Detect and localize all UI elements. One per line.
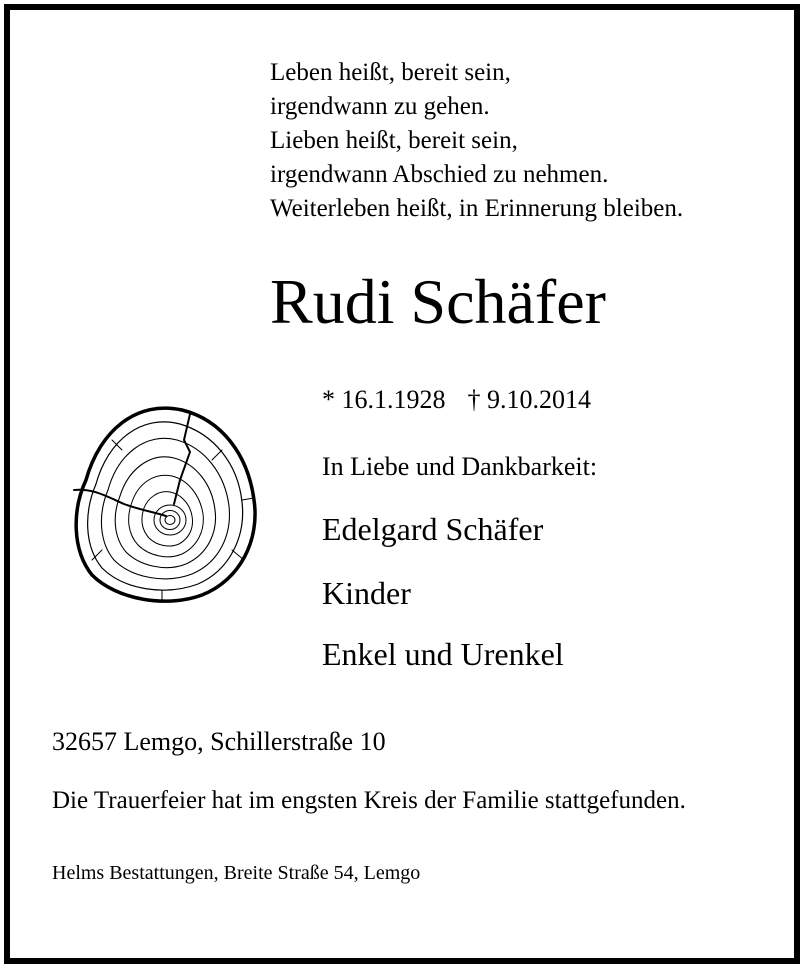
- mourners-intro: In Liebe und Dankbarkeit:: [322, 452, 598, 481]
- undertaker-info: Helms Bestattungen, Breite Straße 54, Lemgo: [52, 862, 421, 884]
- tree-rings-icon: [62, 400, 262, 605]
- poem-line: Weiterleben heißt, in Erinnerung bleiben.: [270, 195, 684, 222]
- deceased-name: Rudi Schäfer: [270, 266, 606, 337]
- death-date: † 9.10.2014: [467, 385, 591, 414]
- poem-line: irgendwann zu gehen.: [270, 93, 490, 120]
- mourner-name: Edelgard Schäfer: [322, 511, 544, 547]
- poem-line: irgendwann Abschied zu nehmen.: [270, 161, 609, 188]
- poem-line: Leben heißt, bereit sein,: [270, 59, 511, 86]
- poem-line: Lieben heißt, bereit sein,: [270, 127, 518, 154]
- family-address: 32657 Lemgo, Schillerstraße 10: [52, 727, 386, 756]
- life-dates: [322, 382, 591, 418]
- birth-date: * 16.1.1928: [322, 385, 446, 414]
- funeral-notice: Die Trauerfeier hat im engsten Kreis der Familie stattgefunden.: [52, 787, 686, 814]
- mourner-name: Kinder: [322, 575, 411, 611]
- mourner-name: Enkel und Urenkel: [322, 636, 564, 672]
- poem: [270, 56, 683, 226]
